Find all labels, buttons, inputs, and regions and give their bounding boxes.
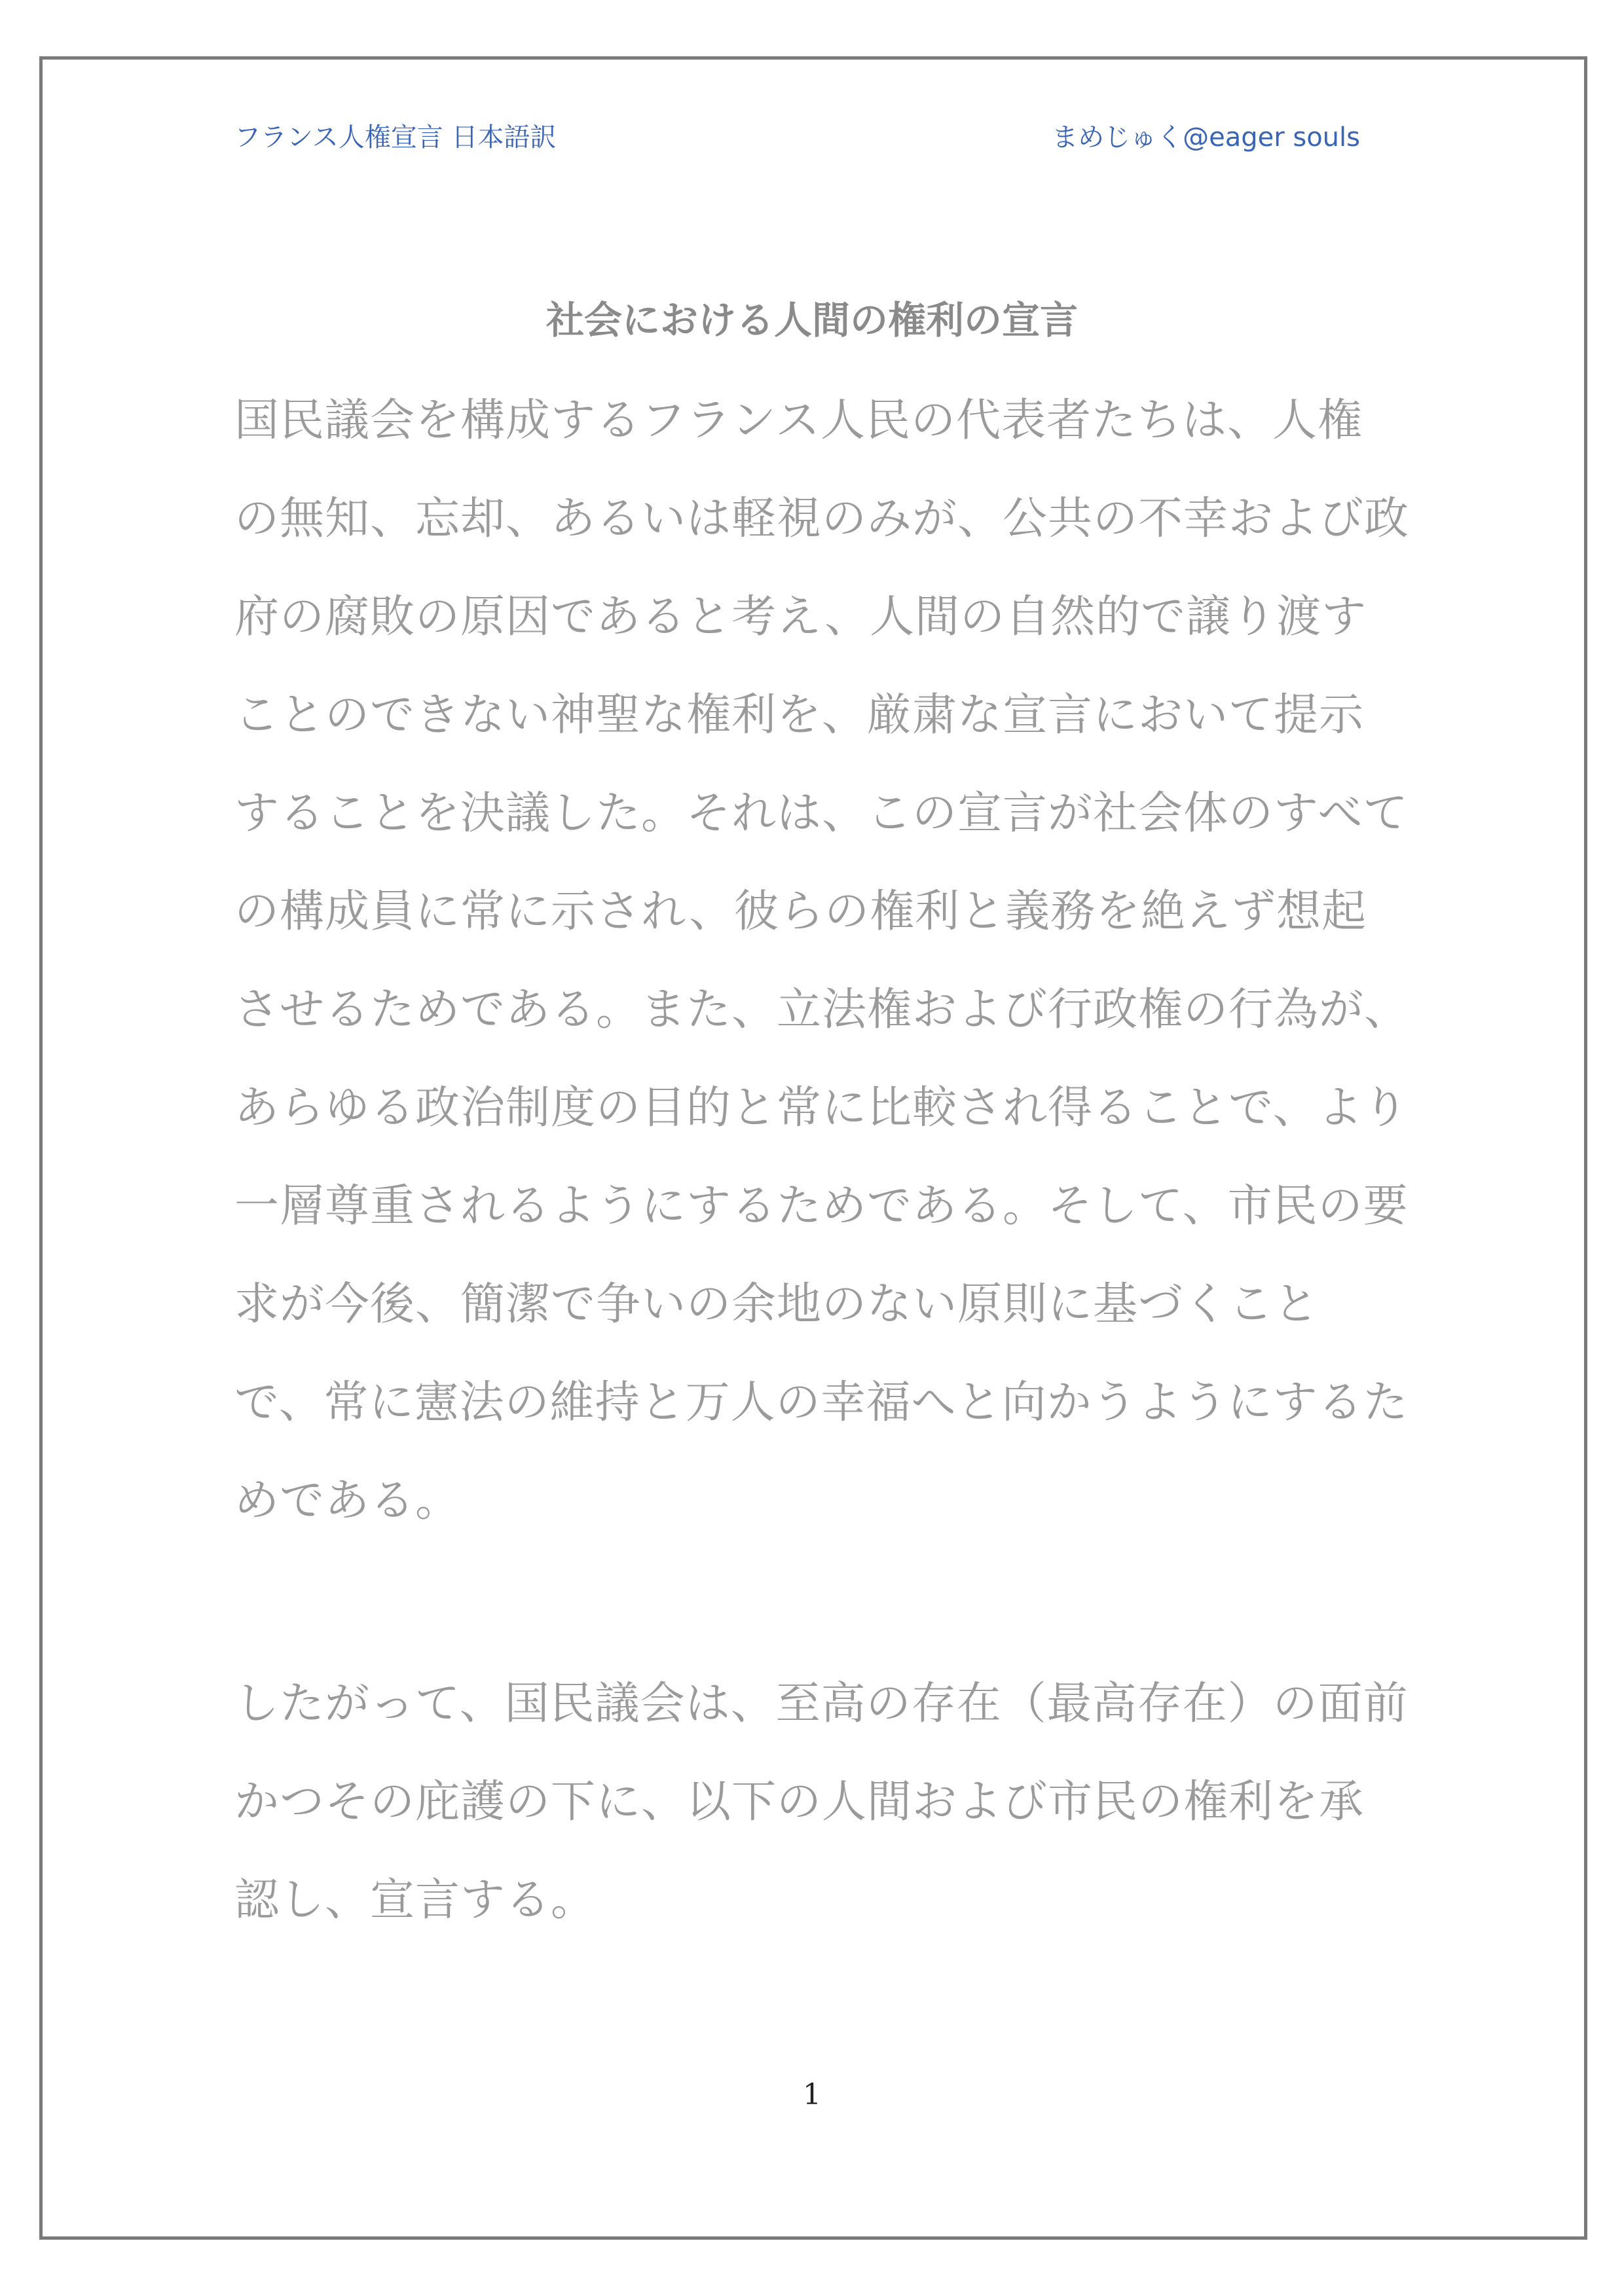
paragraph-1-line: の構成員に常に示され、彼らの権利と義務を絶えず想起: [234, 886, 1367, 938]
paragraph-1-line: 府の腐敗の原因であると考え、人間の自然的で譲り渡す: [234, 591, 1367, 643]
paragraph-1-line: あらゆる政治制度の目的と常に比較され得ることで、より: [234, 1082, 1409, 1134]
paragraph-1-line: で、常に憲法の維持と万人の幸福へと向かうようにするた: [234, 1377, 1409, 1429]
paragraph-2-line: 認し、宣言する。: [234, 1874, 597, 1926]
header-author: まめじゅく@eager souls: [1052, 122, 1360, 153]
paragraph-1-line: の無知、忘却、あるいは軽視のみが、公共の不幸および政: [234, 493, 1410, 545]
paragraph-1-line: することを決議した。それは、この宣言が社会体のすべて: [234, 788, 1409, 839]
paragraph-2-line: したがって、国民議会は、至高の存在（最高存在）の面前: [234, 1678, 1409, 1730]
document-title: 社会における人間の権利の宣言: [545, 298, 1078, 342]
paragraph-1-line: 一層尊重されるようにするためである。そして、市民の要: [234, 1180, 1409, 1232]
page-number: 1: [803, 2078, 821, 2111]
paragraph-1-line: 求が今後、簡潔で争いの余地のない原則に基づくこと: [234, 1279, 1320, 1330]
paragraph-1-line: めである。: [234, 1475, 461, 1527]
paragraph-1-line: させるためである。また、立法権および行政権の行為が、: [234, 984, 1410, 1036]
header-document-title: フランス人権宣言 日本語訳: [234, 122, 557, 153]
paragraph-1-line: 国民議会を構成するフランス人民の代表者たちは、人権: [234, 395, 1363, 446]
paragraph-1-line: ことのできない神聖な権利を、厳粛な宣言において提示: [234, 689, 1365, 741]
paragraph-2-line: かつその庇護の下に、以下の人間および市民の権利を承: [234, 1776, 1365, 1828]
